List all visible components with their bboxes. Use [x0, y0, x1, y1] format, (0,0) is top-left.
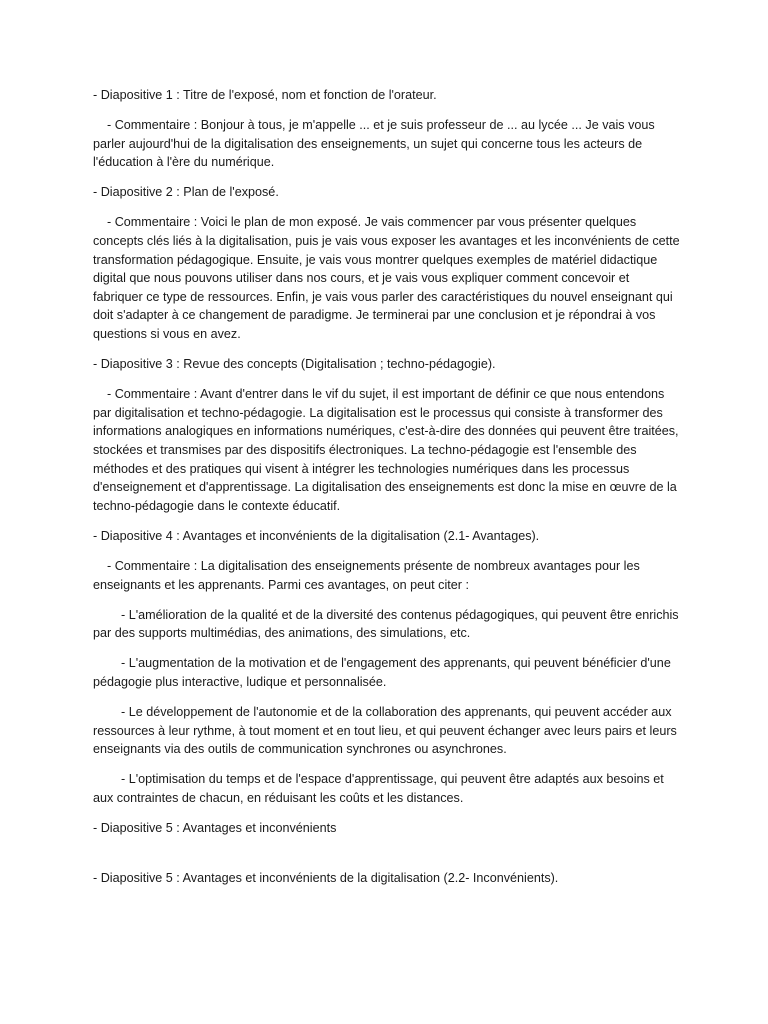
- advantage-item: - L'augmentation de la motivation et de l'engagement des apprenants, qui peuvent bénéficier d'une pédagogie plus interactive, ludique et personnalisée.: [93, 656, 675, 689]
- slide-1-comment: - Commentaire : Bonjour à tous, je m'appelle ... et je suis professeur de ... au lycée ... Je vais vous parler aujourd'hui de la digitalisation des enseignements, un sujet qui concerne tous les acteurs de l'éducation à l'ère du numérique.: [93, 118, 659, 170]
- slide-3-comment: - Commentaire : Avant d'entrer dans le vif du sujet, il est important de définir ce que nous entendons par digitalisation et techno-pédagogie. La digitalisation est le processus qui consiste à transformer des informations analogiques en informations numériques, c'est-à-dire des données qui peuvent être traitées, stockées et transmises par des dispositifs électroniques. La techno-pédagogie est l'ensemble des méthodes et des pratiques qui visent à intégrer les technologies numériques dans les processus d'enseignement et d'apprentissage. La digitalisation des enseignements est donc la mise en œuvre de la techno-pédagogie dans le contexte éducatif.: [93, 387, 683, 513]
- advantage-item: - Le développement de l'autonomie et de la collaboration des apprenants, qui peuvent accéder aux ressources à leur rythme, à tout moment et en tout lieu, et qui peuvent échanger avec leurs pairs et leurs enseignants via des outils de communication synchrones ou asynchrones.: [93, 705, 681, 757]
- advantage-item: - L'optimisation du temps et de l'espace d'apprentissage, qui peuvent être adaptés aux besoins et aux contraintes de chacun, en réduisant les coûts et les distances.: [93, 772, 668, 805]
- advantage-item: - L'amélioration de la qualité et de la diversité des contenus pédagogiques, qui peuvent être enrichis par des supports multimédias, des animations, des simulations, etc.: [93, 607, 683, 641]
- slide-2-comment: - Commentaire : Voici le plan de mon exposé. Je vais commencer par vous présenter quelques concepts clés liés à la digitalisation, puis je vais vous exposer les avantages et les inconvénients de cette transformation pédagogique. Ensuite, je vais vous montrer quelques exemples de matériel didactique digital que nous pouvons utiliser dans nos cours, et je vais vous expliquer comment concevoir et fabriquer ce type de ressources. Enfin, je vais vous parler des caractéristiques du nouvel enseignant qui doit s'adapter à ce changement de paradigme. Je terminerai par une conclusion et je répondrai à vos questions si vous en avez.: [93, 215, 684, 342]
- blank-line: [93, 849, 681, 869]
- slide-5-heading-full: - Diapositive 5 : Avantages et inconvénients de la digitalisation (2.2- Inconvénients).: [93, 871, 559, 886]
- slide-5-heading: - Diapositive 5 : Avantages et inconvénients: [93, 821, 337, 835]
- document-body: [93, 86, 684, 899]
- slide-4-heading: - Diapositive 4 : Avantages et inconvénients de la digitalisation (2.1- Avantages).: [93, 528, 540, 543]
- slide-3-heading: - Diapositive 3 : Revue des concepts (Digitalisation ; techno-pédagogie).: [93, 357, 496, 372]
- slide-4-comment: - Commentaire : La digitalisation des enseignements présente de nombreux avantages pour les enseignants et les apprenants. Parmi ces avantages, on peut citer :: [93, 558, 644, 592]
- slide-2-heading: - Diapositive 2 : Plan de l'exposé.: [93, 185, 279, 200]
- slide-1-heading: - Diapositive 1 : Titre de l'exposé, nom et fonction de l'orateur.: [93, 88, 437, 102]
